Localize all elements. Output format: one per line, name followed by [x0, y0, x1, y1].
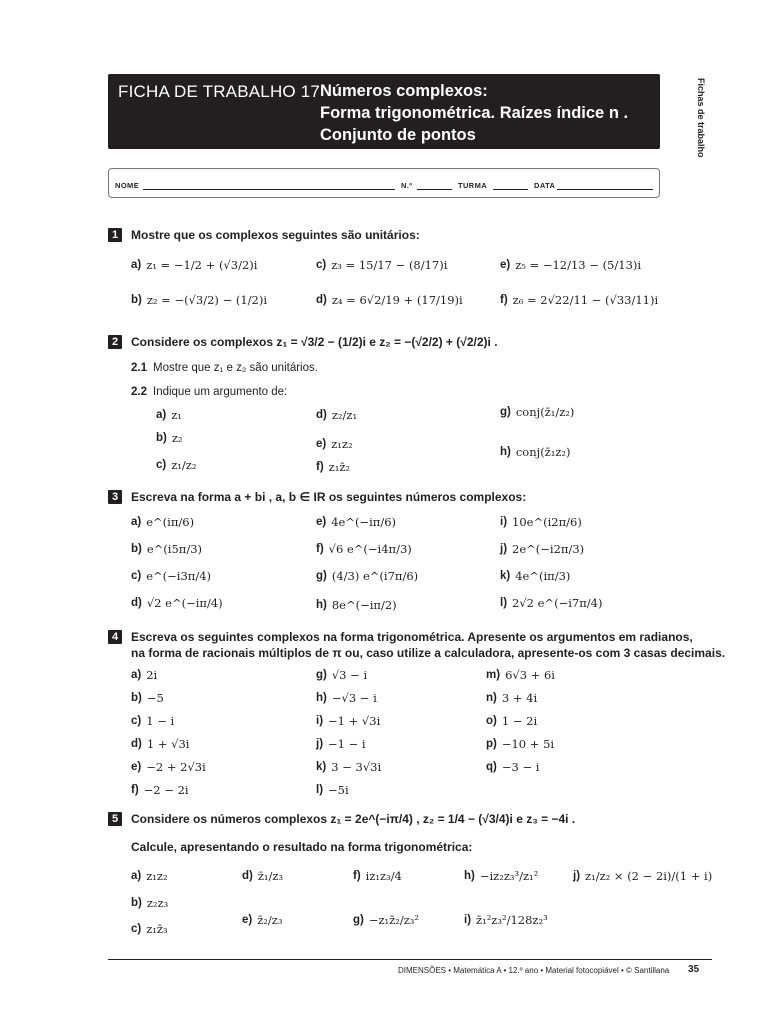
numero-field[interactable]	[417, 189, 452, 190]
exercise-item: g) (4/3) e^(i7π/6)	[316, 569, 419, 583]
exercise-number: 4	[108, 630, 122, 644]
exercise-item: h) −iz₂z₃³/z₁²	[464, 869, 539, 883]
exercise-item: f) z₁z̄₂	[316, 460, 351, 474]
exercise-item: e) z₁z₂	[316, 437, 353, 451]
exercise-item: c) z₁/z₂	[156, 458, 197, 472]
footer-rule	[108, 959, 712, 960]
exercise-number: 2	[108, 335, 122, 349]
exercise-number: 1	[108, 228, 122, 242]
exercise-item: c) 1 − i	[131, 714, 175, 728]
exercise-item: g) √3 − i	[316, 668, 368, 682]
data-label: DATA	[534, 181, 556, 190]
exercise-item: c) e^(−i3π/4)	[131, 569, 212, 583]
nome-field[interactable]	[143, 189, 395, 190]
exercise-item: f) iz₁z₃/4	[353, 869, 402, 883]
title-line: Conjunto de pontos	[320, 126, 476, 144]
exercise-item: b) z₂	[156, 431, 183, 445]
exercise-item: a) e^(iπ/6)	[131, 515, 195, 529]
exercise-item: i) z̄₁²z₃²/128z₂³	[464, 913, 548, 927]
exercise-item: j) 2e^(−i2π/3)	[500, 542, 585, 556]
data-field[interactable]	[557, 189, 653, 190]
title-line: Números complexos:	[320, 82, 488, 100]
exercise-item: l) 2√2 e^(−i7π/4)	[500, 596, 603, 610]
exercise-item: h) −√3 − i	[316, 691, 377, 705]
exercise-item: d) 1 + √3i	[131, 737, 190, 751]
exercise-item: i) −1 + √3i	[316, 714, 381, 728]
exercise-statement: na forma de racionais múltiplos de π ou, caso utilize a calculadora, apresente-os com 3 casas decimais.	[131, 646, 726, 660]
exercise-item: g) conj(z̄₁/z₂)	[500, 405, 575, 419]
exercise-item: b) e^(i5π/3)	[131, 542, 203, 556]
exercise-item: d) z₄ = 6√2/19 + (17/19)i	[316, 293, 463, 307]
worksheet-header	[108, 74, 660, 149]
exercise-item: b) z₂z₃	[131, 896, 169, 910]
exercise-item: a) z₁ = −1/2 + (√3/2)i	[131, 258, 258, 272]
exercise-item: g) −z₁z̄₂/z₃²	[353, 913, 419, 927]
turma-field[interactable]	[493, 189, 528, 190]
nome-label: NOME	[115, 181, 140, 190]
turma-label: TURMA	[458, 181, 488, 190]
worksheet-title	[320, 80, 628, 146]
exercise-item: l) −5i	[316, 783, 349, 797]
exercise-item: e) −2 + 2√3i	[131, 760, 206, 774]
exercise-item: c) z₃ = 15/17 − (8/17)i	[316, 258, 448, 272]
exercise-item: b) z₂ = −(√3/2) − (1/2)i	[131, 293, 268, 307]
title-line: Forma trigonométrica. Raízes índice n .	[320, 104, 629, 122]
exercise-item: h) 8e^(−iπ/2)	[316, 598, 397, 612]
exercise-item: a) 2i	[131, 668, 158, 682]
exercise-item: b) −5	[131, 691, 164, 705]
page-number: 35	[688, 964, 700, 975]
sub-question: 2.1 Mostre que z₁ e z₂ são unitários.	[131, 362, 318, 374]
student-info-box	[108, 168, 660, 198]
exercise-item: f) √6 e^(−i4π/3)	[316, 542, 412, 556]
exercise-item: q) −3 − i	[486, 760, 540, 774]
exercise-item: d) √2 e^(−iπ/4)	[131, 596, 223, 610]
exercise-item: c) z₁z̄₃	[131, 922, 168, 936]
exercise-item: j) z₁/z₂ × (2 − 2i)/(1 + i)	[573, 869, 713, 883]
exercise-item: n) 3 + 4i	[486, 691, 538, 705]
exercise-item: j) −1 − i	[316, 737, 366, 751]
worksheet-label: FICHA DE TRABALHO 17	[118, 82, 321, 101]
sub-question: 2.2 Indique um argumento de:	[131, 386, 288, 398]
exercise-item: e) z̄₂/z₃	[242, 913, 283, 927]
side-tab-label: Fichas de trabalho	[696, 78, 706, 158]
numero-label: N.º	[401, 181, 413, 190]
exercise-number: 5	[108, 812, 122, 826]
exercise-statement: Escreva os seguintes complexos na forma trigonométrica. Apresente os argumentos em radianos,	[131, 630, 693, 644]
exercise-sub-statement: Calcule, apresentando o resultado na forma trigonométrica:	[131, 840, 473, 854]
exercise-statement: Mostre que os complexos seguintes são unitários:	[131, 228, 420, 242]
exercise-item: m) 6√3 + 6i	[486, 668, 555, 682]
exercise-statement: Considere os complexos z₁ = √3/2 − (1/2)i e z₂ = −(√2/2) + (√2/2)i .	[131, 335, 498, 349]
exercise-number: 3	[108, 490, 122, 504]
footer-credits: DIMENSÕES • Matemática A • 12.º ano • Material fotocopiável • © Santillana	[398, 966, 670, 975]
exercise-item: d) z̄₁/z₃	[242, 869, 284, 883]
exercise-statement: Escreva na forma a + bi , a, b ∈ IR os seguintes números complexos:	[131, 490, 527, 504]
exercise-item: h) conj(z̄₁z₂)	[500, 445, 571, 459]
exercise-item: a) z₁	[156, 408, 182, 422]
exercise-item: o) 1 − 2i	[486, 714, 538, 728]
exercise-item: i) 10e^(i2π/6)	[500, 515, 582, 529]
exercise-statement: Considere os números complexos z₁ = 2e^(−iπ/4) , z₂ = 1/4 − (√3/4)i e z₃ = −4i .	[131, 812, 576, 826]
side-tab	[688, 78, 712, 158]
exercise-item: e) z₅ = −12/13 − (5/13)i	[500, 258, 642, 272]
exercise-item: e) 4e^(−iπ/6)	[316, 515, 397, 529]
exercise-item: k) 3 − 3√3i	[316, 760, 382, 774]
exercise-item: f) z₆ = 2√22/11 − (√33/11)i	[500, 293, 659, 307]
exercise-item: k) 4e^(iπ/3)	[500, 569, 571, 583]
exercise-item: d) z₂/z₁	[316, 408, 358, 422]
exercise-item: a) z₁z₂	[131, 869, 168, 883]
exercise-item: p) −10 + 5i	[486, 737, 555, 751]
exercise-item: f) −2 − 2i	[131, 783, 189, 797]
